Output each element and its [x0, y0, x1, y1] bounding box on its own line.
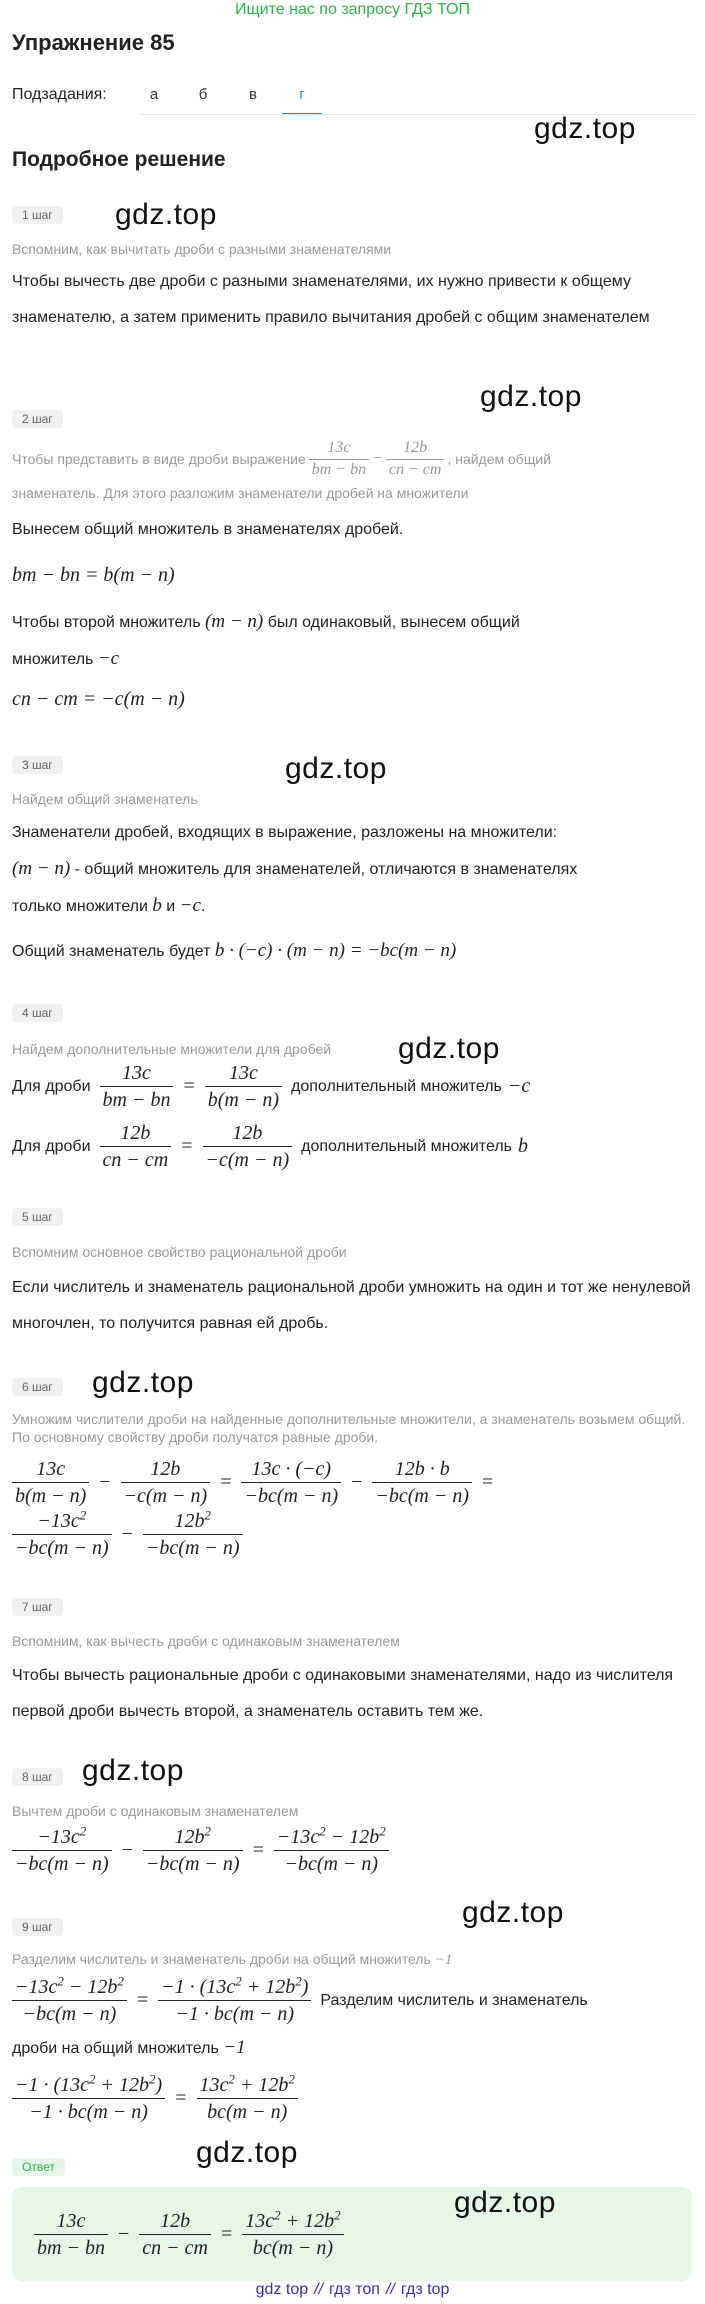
step-badge: 9 шаг	[12, 1918, 63, 1936]
watermark: gdz.top	[454, 2186, 556, 2219]
section-title: Подробное решение	[12, 148, 226, 171]
watermark: gdz.top	[196, 2136, 298, 2169]
step-text: (m − n) - общий множитель для знаменателей, отличаются в знаменателях только множители b и −c.	[12, 858, 578, 916]
answer-formula: 13c bm − bn − $\frac{12b}{cn - cm}$ = $\frac{13c^2 + 12b^2}{bc(m - n)}$	[34, 2208, 347, 2261]
step-text: Чтобы второй множитель (m − n) был одинаковый, вынесем общий множитель −c	[12, 611, 520, 669]
step-note: Найдем дополнительные множители для дробей	[12, 1041, 332, 1057]
step-note: Вычтем дроби с одинаковым знаменателем	[12, 1803, 299, 1819]
step-text: Чтобы вычесть рациональные дроби с одинаковыми знаменателями, надо из числителя первой дроби вычесть второй, а знаменатель оставить тем же.	[12, 1667, 674, 1720]
watermark: gdz.top	[462, 1896, 564, 1929]
math-line: cn − cm = −c(m − n)	[12, 688, 185, 710]
footer-link[interactable]: гдз топ	[329, 2281, 380, 2298]
step-text: Знаменатели дробей, входящих в выражение, разложены на множители:	[12, 824, 558, 841]
step-note: Умножим числители дроби на найденные дополнительные множители, а знаменатель возьмем общий. По основному свойству дроби получатся равные дроби.	[12, 1411, 686, 1445]
step-note: Вспомним основное свойство рациональной дроби	[12, 1244, 347, 1260]
watermark: gdz.top	[285, 752, 387, 785]
step-badge: 8 шаг	[12, 1768, 63, 1786]
search-banner[interactable]: Ищите нас по запросу ГДЗ ТОП	[235, 1, 470, 18]
step-badge: 5 шаг	[12, 1208, 63, 1226]
step-text: Если числитель и знаменатель рациональной дроби умножить на один и тот же ненулевой многочлен, то получится равная ей дробь.	[12, 1279, 691, 1332]
watermark: gdz.top	[82, 1754, 184, 1787]
tab-a[interactable]: а	[149, 86, 159, 103]
math-line: bm − bn = b(m − n)	[12, 564, 175, 586]
footer-link[interactable]: гдз top	[400, 2281, 450, 2298]
watermark: gdz.top	[480, 380, 582, 413]
math-line: $\frac{-1 \cdot (13c^2 + 12b^2)}{-1 \cdot bc(m - n)}$ = $\frac{13c^2 + 12b^2}{bc(m - n)}$	[12, 2072, 301, 2125]
math-line: 13c b(m − n) − $\frac{12b}{-c(m - n)}$ = $\frac{13c \cdot (-c)}{-bc(m - n)}$ − $\frac{12b \cdot b}{-bc(m - n)}$ =	[12, 1456, 500, 1509]
step-badge: 7 шаг	[12, 1598, 63, 1616]
step-text: дроби на общий множитель −1	[12, 2037, 246, 2058]
step-badge: 4 шаг	[12, 1004, 63, 1022]
step-badge: 3 шаг	[12, 756, 63, 774]
tab-v[interactable]: в	[249, 86, 257, 103]
watermark: gdz.top	[534, 112, 636, 145]
step-note: Найдем общий знаменатель	[12, 791, 198, 807]
watermark: gdz.top	[115, 198, 217, 231]
step-text: Общий знаменатель будет b · (−c) · (m − n) = −bc(m − n)	[12, 940, 457, 961]
step-badge: 2 шаг	[12, 410, 63, 428]
step-note: Разделим числитель и знаменатель дроби на общий множитель −1	[12, 1951, 453, 1968]
step-note: Чтобы представить в виде дроби выражение 13c bm − bn − $\frac{12b}{cn - cm}$ , найдем общий	[12, 438, 692, 481]
footer-link[interactable]: gdz top	[255, 2281, 309, 2298]
watermark: gdz.top	[92, 1366, 194, 1399]
math-line: Для дроби $\frac{13c}{bm - bn}$ = $\frac{13c}{b(m - n)}$ дополнительный множитель −c	[12, 1062, 531, 1111]
math-line: Для дроби $\frac{12b}{cn - cm}$ = $\frac{12b}{-c(m - n)}$ дополнительный множитель b	[12, 1122, 528, 1171]
tab-g[interactable]: г	[282, 86, 322, 115]
math-line: $-13c^2$ −bc(m − n) − $\frac{12b^2}{-bc(m - n)}$ = $\frac{-13c^2 - 12b^2}{-bc(m - n)}$	[12, 1824, 392, 1877]
step-badge: 6 шаг	[12, 1378, 63, 1396]
step-note: Вспомним, как вычитать дроби с разными знаменателями	[12, 241, 392, 257]
answer-badge: Ответ	[12, 2158, 65, 2176]
step-text: Вынесем общий множитель в знаменателях дробей.	[12, 521, 404, 538]
step-note: знаменатель. Для этого разложим знаменатели дробей на множители	[12, 485, 469, 501]
math-line: $-13c^2$ −bc(m − n) − $\frac{12b^2}{-bc(m - n)}$	[12, 1508, 246, 1561]
footer-links: gdz top // гдз топ // гдз top	[255, 2281, 450, 2298]
watermark: gdz.top	[398, 1032, 500, 1065]
math-line: $\frac{-13c^2 - 12b^2}{-bc(m - n)}$ = $\frac{-1 \cdot (13c^2 + 12b^2)}{-1 \cdot bc(m - n)}$ Разделим числитель и знаменатель	[12, 1974, 594, 2027]
subtasks-label: Подзадания:	[12, 86, 107, 103]
step-text: Чтобы вычесть две дроби с разными знаменателями, их нужно привести к общему знаменателю, а затем применить правило вычитания дробей с общим знаменателем	[12, 273, 650, 326]
page-title: Упражнение 85	[12, 30, 175, 55]
tab-b[interactable]: б	[198, 86, 208, 103]
step-badge: 1 шаг	[12, 206, 63, 224]
step-note: Вспомним, как вычесть дроби с одинаковым знаменателем	[12, 1633, 400, 1649]
